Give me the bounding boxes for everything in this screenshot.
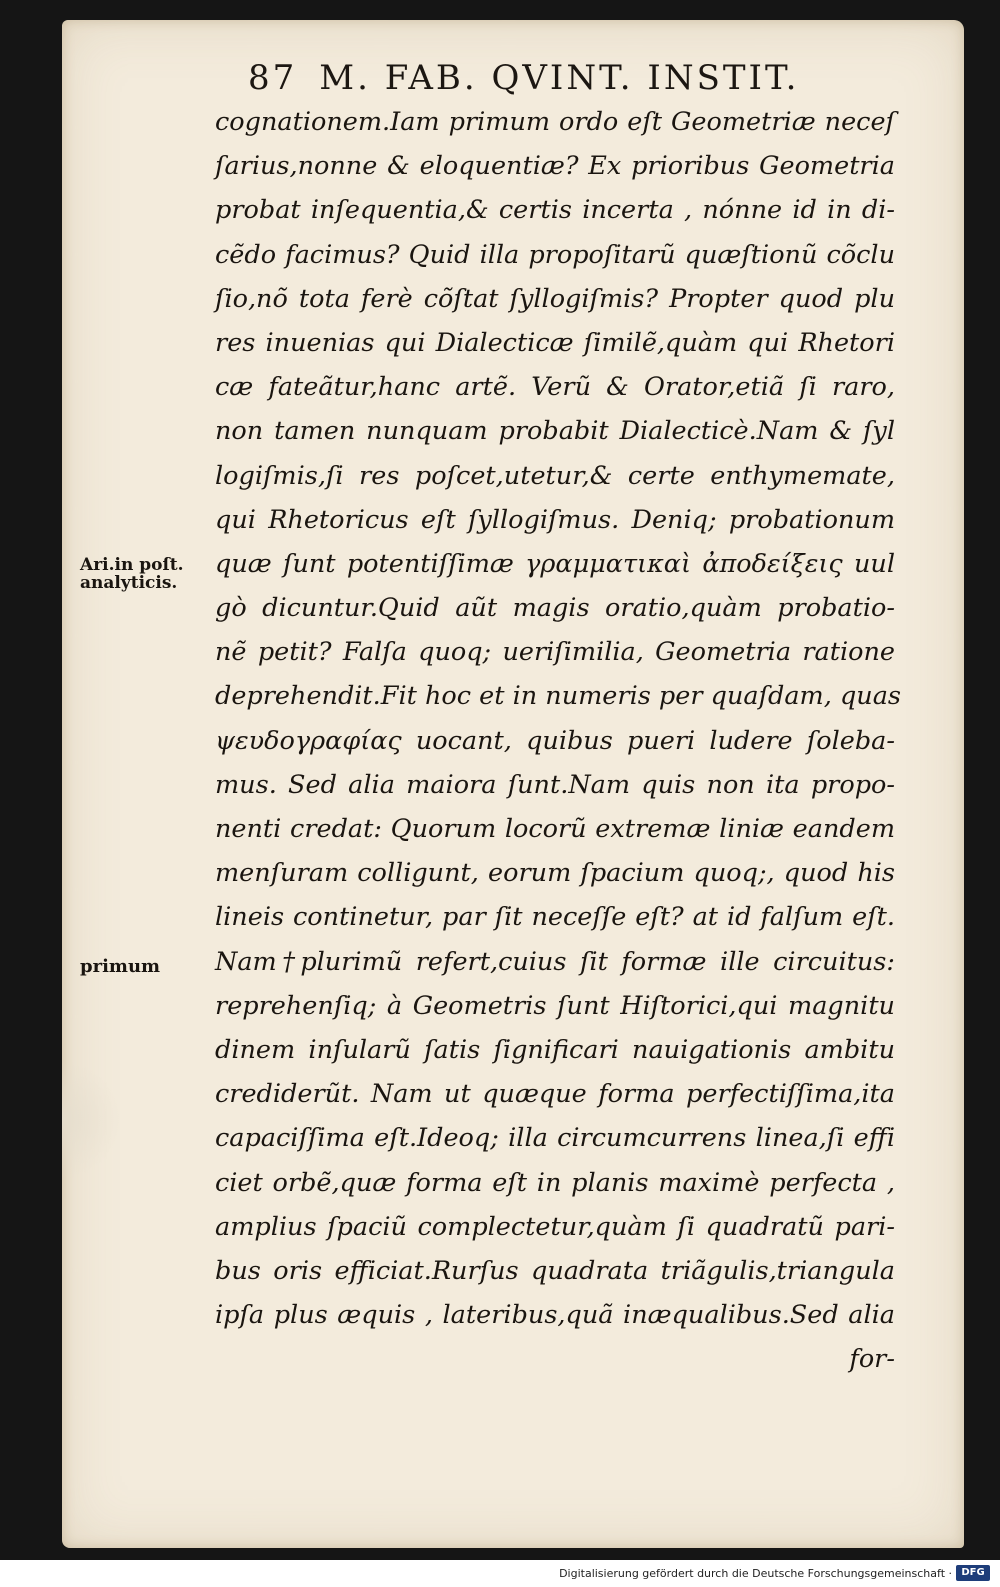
catchword: for- — [849, 1344, 895, 1375]
text-line: non tamen nunquam probabit Dialecticè.Nam & ſyl — [215, 416, 895, 447]
text-line: nenti credat: Quorum locorũ extremæ liniæ eandem — [215, 814, 895, 844]
text-line: capaciſſima eſt.Ideoq; illa circumcurrens linea,ſi effi — [215, 1123, 895, 1154]
funding-credit: Digitalisierung gefördert durch die Deutsche Forschungsgemeinschaft · — [559, 1567, 952, 1580]
text-line: cognationem.Iam primum ordo eſt Geometriæ neceſ — [215, 107, 895, 137]
paper-stain — [62, 1060, 122, 1180]
marginal-note-line: analyticis. — [80, 573, 178, 593]
text-line: gò dicuntur.Quid aũt magis oratio,quàm probatio- — [215, 593, 895, 624]
text-line: res inuenias qui Dialecticæ ſimilẽ,quàm qui Rhetori — [215, 327, 895, 358]
text-line: amplius ſpaciũ complectetur,quàm ſi quadratũ pari- — [215, 1211, 895, 1242]
text-line: deprehendit.Fit hoc et in numeris per quaſdam, quas — [215, 681, 901, 712]
text-line: Nam†plurimũ refert,cuius ſit formæ ille circuitus: — [215, 946, 895, 977]
text-line: quæ ſunt potentiſſimæ γραμματικαὶ ἀποδείξεις uul — [215, 548, 895, 579]
marginal-note-aristotle — [80, 556, 220, 592]
text-line: probat inſequentia,& certis incerta , nónne id in di- — [215, 195, 895, 226]
text-line: cẽdo facimus? Quid illa propoſitarũ quæſtionũ cõclu — [215, 239, 895, 270]
text-line: crediderũt. Nam ut quæque forma perfectiſſima,ita — [215, 1079, 895, 1110]
text-line: bus oris efficiat.Rurſus quadrata triãgulis,triangula — [215, 1255, 895, 1286]
marginal-note-primum: primum — [80, 956, 161, 977]
text-line: menſuram colligunt, eorum ſpacium quoq;, quod his — [215, 858, 895, 889]
text-line: reprehenſiq; à Geometris ſunt Hiſtorici,qui magnitu — [215, 990, 895, 1021]
text-line: ſarius,nonne & eloquentiæ? Ex prioribus Geometria — [215, 151, 895, 182]
body-text — [215, 100, 901, 1381]
page-number: 87 — [248, 58, 298, 98]
text-line: lineis continetur, par ſit neceſſe eſt? at id falſum eſt. — [215, 902, 895, 933]
text-line: nẽ petit? Falſa quoq; ueriſimilia, Geometria ratione — [215, 637, 895, 668]
text-line: cæ fateãtur,hanc artẽ. Verũ & Orator,etiã ſi raro, — [215, 372, 895, 403]
text-line: ciet orbẽ,quæ forma eſt in planis maximè perfecta , — [215, 1167, 895, 1198]
running-head-title: M. FAB. QVINT. INSTIT. — [319, 58, 800, 98]
dfg-logo: DFG — [956, 1565, 990, 1581]
text-line: ſio,nõ tota ferè cõſtat ſyllogiſmis? Propter quod plu — [215, 283, 895, 314]
text-line: mus. Sed alia maiora ſunt.Nam quis non ita propo- — [215, 769, 895, 800]
footer-bar — [0, 1560, 1000, 1587]
text-line: ψευδογραφίας uocant, quibus pueri ludere ſoleba- — [215, 725, 895, 756]
text-line: qui Rhetoricus eſt ſyllogiſmus. Deniq; probationum — [215, 504, 895, 535]
text-line: dinem inſularũ ſatis ſignificari nauigationis ambitu — [215, 1034, 895, 1065]
marginal-note-line: Ari.in poſt. — [80, 555, 184, 575]
text-line: logiſmis,ſi res poſcet,utetur,& certe enthymemate, — [215, 460, 895, 491]
text-line: ipſa plus æquis , lateribus,quã inæqualibus.Sed alia — [215, 1300, 895, 1331]
